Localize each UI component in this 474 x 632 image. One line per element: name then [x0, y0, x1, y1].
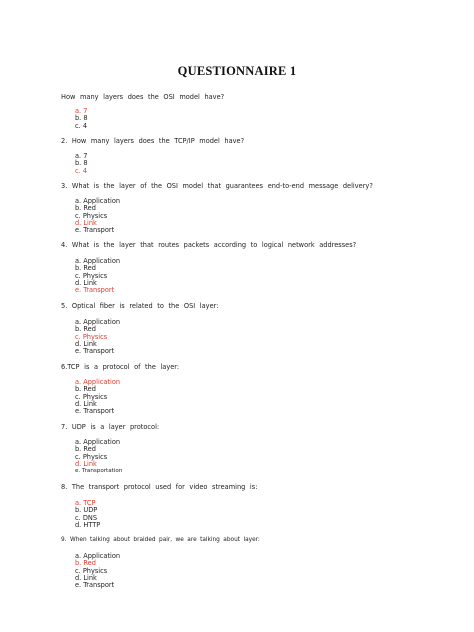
answer-option-correct: e. Transport: [75, 286, 115, 295]
answer-option: b. 8: [75, 159, 88, 168]
question-3-options: [75, 198, 120, 234]
answer-option-correct: a. TCP: [75, 499, 96, 507]
answer-option: a. Application: [75, 197, 121, 205]
answer-option: d. Link: [75, 399, 97, 408]
question-6-options: [75, 379, 120, 415]
answer-option: e. Transport: [75, 226, 115, 235]
page-title: QUESTIONNAIRE 1: [177, 64, 297, 78]
question-2-text: 2. How many layers does the TCP/IP model have?: [61, 137, 245, 145]
answer-option-correct: d. Link: [75, 459, 97, 468]
question-8-options: [75, 500, 100, 529]
answer-option: c. Physics: [75, 211, 108, 220]
answer-option-correct: c. 4: [75, 166, 88, 175]
question-6-text: 6.TCP is a protocol of the layer:: [61, 363, 180, 371]
answer-option: d. Link: [75, 278, 97, 287]
answer-option: e. Transportation: [75, 468, 123, 475]
answer-option: d. Link: [75, 573, 97, 582]
answer-option-correct: a. 7: [75, 107, 88, 115]
answer-option: c. Physics: [75, 452, 108, 461]
question-5-options: [75, 319, 120, 355]
answer-option: c. Physics: [75, 566, 108, 575]
answer-option: b. Red: [75, 204, 96, 213]
question-4-options: [75, 258, 120, 294]
answer-option: b. Red: [75, 325, 96, 334]
question-9-text: 9. When talking about braided pair, we are talking about layer:: [61, 537, 260, 543]
answer-option: c. DNS: [75, 513, 98, 522]
question-9-options: [75, 553, 120, 589]
answer-option: c. Physics: [75, 271, 108, 280]
answer-option: e. Transport: [75, 407, 115, 416]
question-7-text: 7. UDP is a layer protocol:: [61, 423, 160, 431]
answer-option: a. Application: [75, 438, 121, 446]
answer-option: b. Red: [75, 385, 96, 394]
question-1-text: How many layers does the OSI model have?: [61, 93, 225, 101]
answer-option: c. 4: [75, 121, 88, 130]
answer-option: a. Application: [75, 257, 121, 265]
answer-option: e. Transport: [75, 581, 115, 590]
answer-option: d. HTTP: [75, 520, 101, 529]
answer-option: a. Application: [75, 552, 121, 560]
answer-option: e. Transport: [75, 347, 115, 356]
question-1-options: [75, 108, 88, 130]
question-2-options: [75, 153, 88, 175]
answer-option-correct: d. Link: [75, 218, 97, 227]
answer-option: c. Physics: [75, 392, 108, 401]
answer-option: a. Application: [75, 318, 121, 326]
answer-option: d. Link: [75, 339, 97, 348]
answer-option: a. 7: [75, 152, 88, 160]
answer-option: b. UDP: [75, 506, 98, 515]
question-5-text: 5. Optical fiber is related to the OSI layer:: [61, 302, 219, 310]
question-3-text: 3. What is the layer of the OSI model that guarantees end-to-end message delivery?: [61, 182, 373, 190]
answer-option-correct: c. Physics: [75, 332, 108, 341]
question-7-options: [75, 439, 122, 475]
answer-option: b. Red: [75, 445, 96, 454]
answer-option-correct: a. Application: [75, 378, 121, 386]
question-8-text: 8. The transport protocol used for video streaming is:: [61, 483, 258, 491]
question-4-text: 4. What is the layer that routes packets according to logical network addresses?: [61, 241, 357, 249]
answer-option: b. Red: [75, 264, 96, 273]
answer-option-correct: b. Red: [75, 559, 96, 568]
answer-option: b. 8: [75, 114, 88, 123]
